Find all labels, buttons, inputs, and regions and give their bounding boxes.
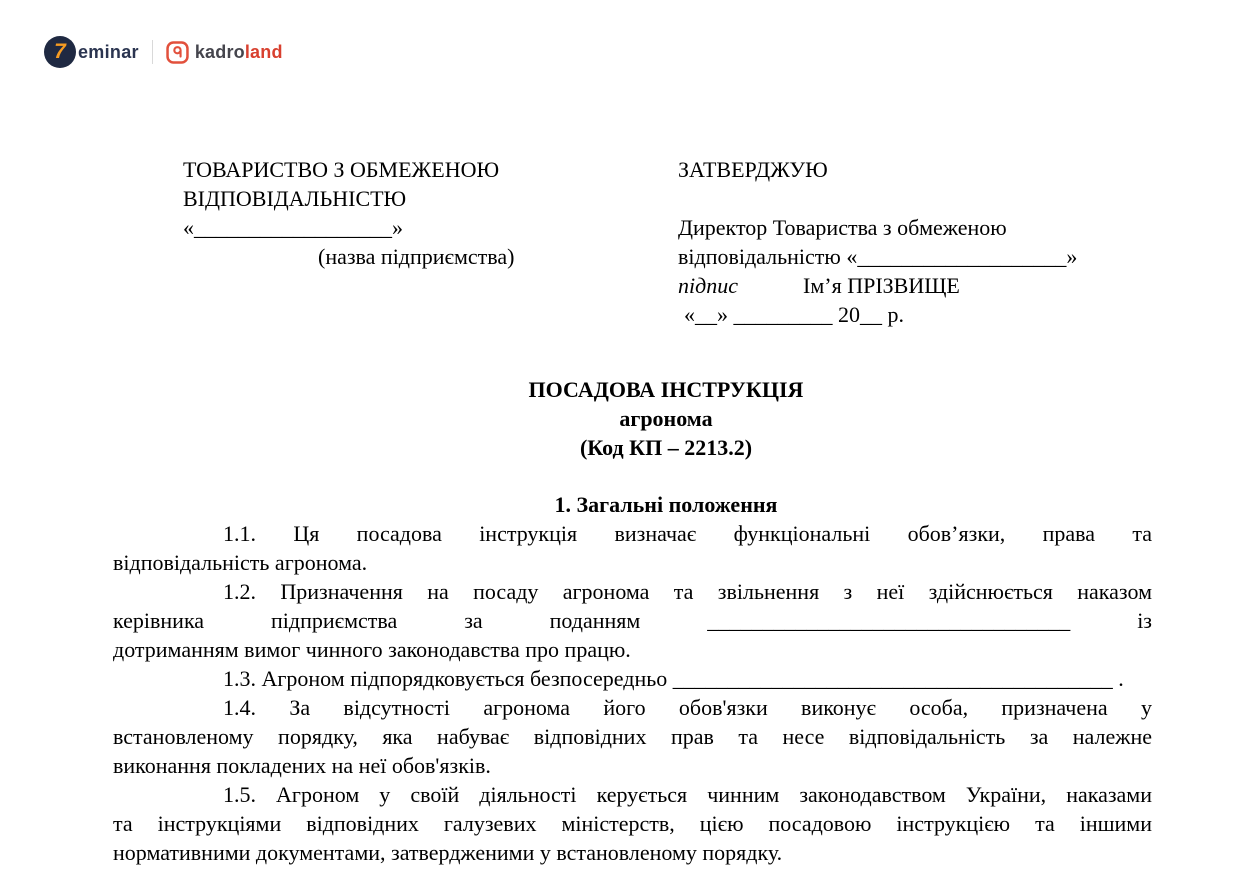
signature-label: підпис (678, 273, 739, 298)
paragraph-line: встановленому порядку, яка набуває відповідних прав та несе відповідальність за належне (113, 724, 1152, 749)
paragraph-line: дотриманням вимог чинного законодавства про працю. (113, 637, 631, 662)
seminar-logo[interactable] (44, 36, 139, 68)
paragraph-line: 1.4. За відсутності агронома його обов'язки виконує особа, призначена у (223, 695, 1152, 720)
paragraph-line: 1.5. Агроном у своїй діяльності керується чинним законодавством України, наказами (223, 782, 1152, 807)
paragraph-line: та інструкціями відповідних галузевих міністерств, цією посадовою інструкцією та іншими (113, 811, 1152, 836)
doc-title-block (113, 375, 1152, 462)
seminar-seven-icon (44, 36, 76, 68)
kadroland-icon (166, 41, 189, 64)
kadroland-logo[interactable] (166, 41, 283, 64)
org-name-blank: «__________________» (183, 215, 403, 240)
paragraph-line: 1.1. Ця посадова інструкція визначає функціональні обов’язки, права та (223, 521, 1152, 546)
date-line: «__» _________ 20__ р. (684, 302, 904, 327)
org-block (113, 155, 678, 329)
section-body (113, 519, 1152, 867)
logo-bar (44, 36, 283, 68)
doc-subtitle: агронома (619, 406, 713, 431)
director-line: Директор Товариства з обмеженою відповідальністю «___________________» (678, 215, 1078, 269)
paragraph-line: нормативними документами, затвердженими у встановленому порядку. (113, 840, 783, 865)
doc-title: ПОСАДОВА ІНСТРУКЦІЯ (528, 377, 804, 402)
paragraph-line: керівника підприємства за поданням _________________________________ із (113, 608, 1152, 633)
paragraph-line: 1.2. Призначення на посаду агронома та звільнення з неї здійснюється наказом (223, 579, 1152, 604)
paragraph-line: 1.3. Агроном підпорядковується безпосередньо ________________________________________ . (223, 666, 1124, 691)
document-header (113, 155, 1152, 329)
signature-row (678, 271, 1152, 300)
seminar-seven-glyph: 7 (54, 40, 66, 63)
logo-divider (152, 40, 153, 64)
approval-block (678, 155, 1152, 329)
org-name: ТОВАРИСТВО З ОБМЕЖЕНОЮ ВІДПОВІДАЛЬНІСТЮ (183, 157, 500, 211)
paragraph-line: відповідальність агронома. (113, 550, 368, 575)
document-content (113, 155, 1152, 867)
org-name-caption: (назва підприємства) (318, 244, 515, 269)
kadroland-logo-text-red: land (244, 41, 283, 62)
approver-name: Ім’я ПРІЗВИЩЕ (803, 273, 960, 298)
approve-label: ЗАТВЕРДЖУЮ (678, 157, 828, 182)
kadroland-logo-text-dark: kadro (194, 41, 245, 62)
paragraph-line: виконання покладених на неї обов'язків. (113, 753, 491, 778)
section-heading: 1. Загальні положення (554, 492, 778, 517)
spacer (678, 184, 1152, 213)
seminar-logo-text: eminar (78, 41, 139, 62)
doc-code: (Код КП – 2213.2) (579, 435, 753, 460)
